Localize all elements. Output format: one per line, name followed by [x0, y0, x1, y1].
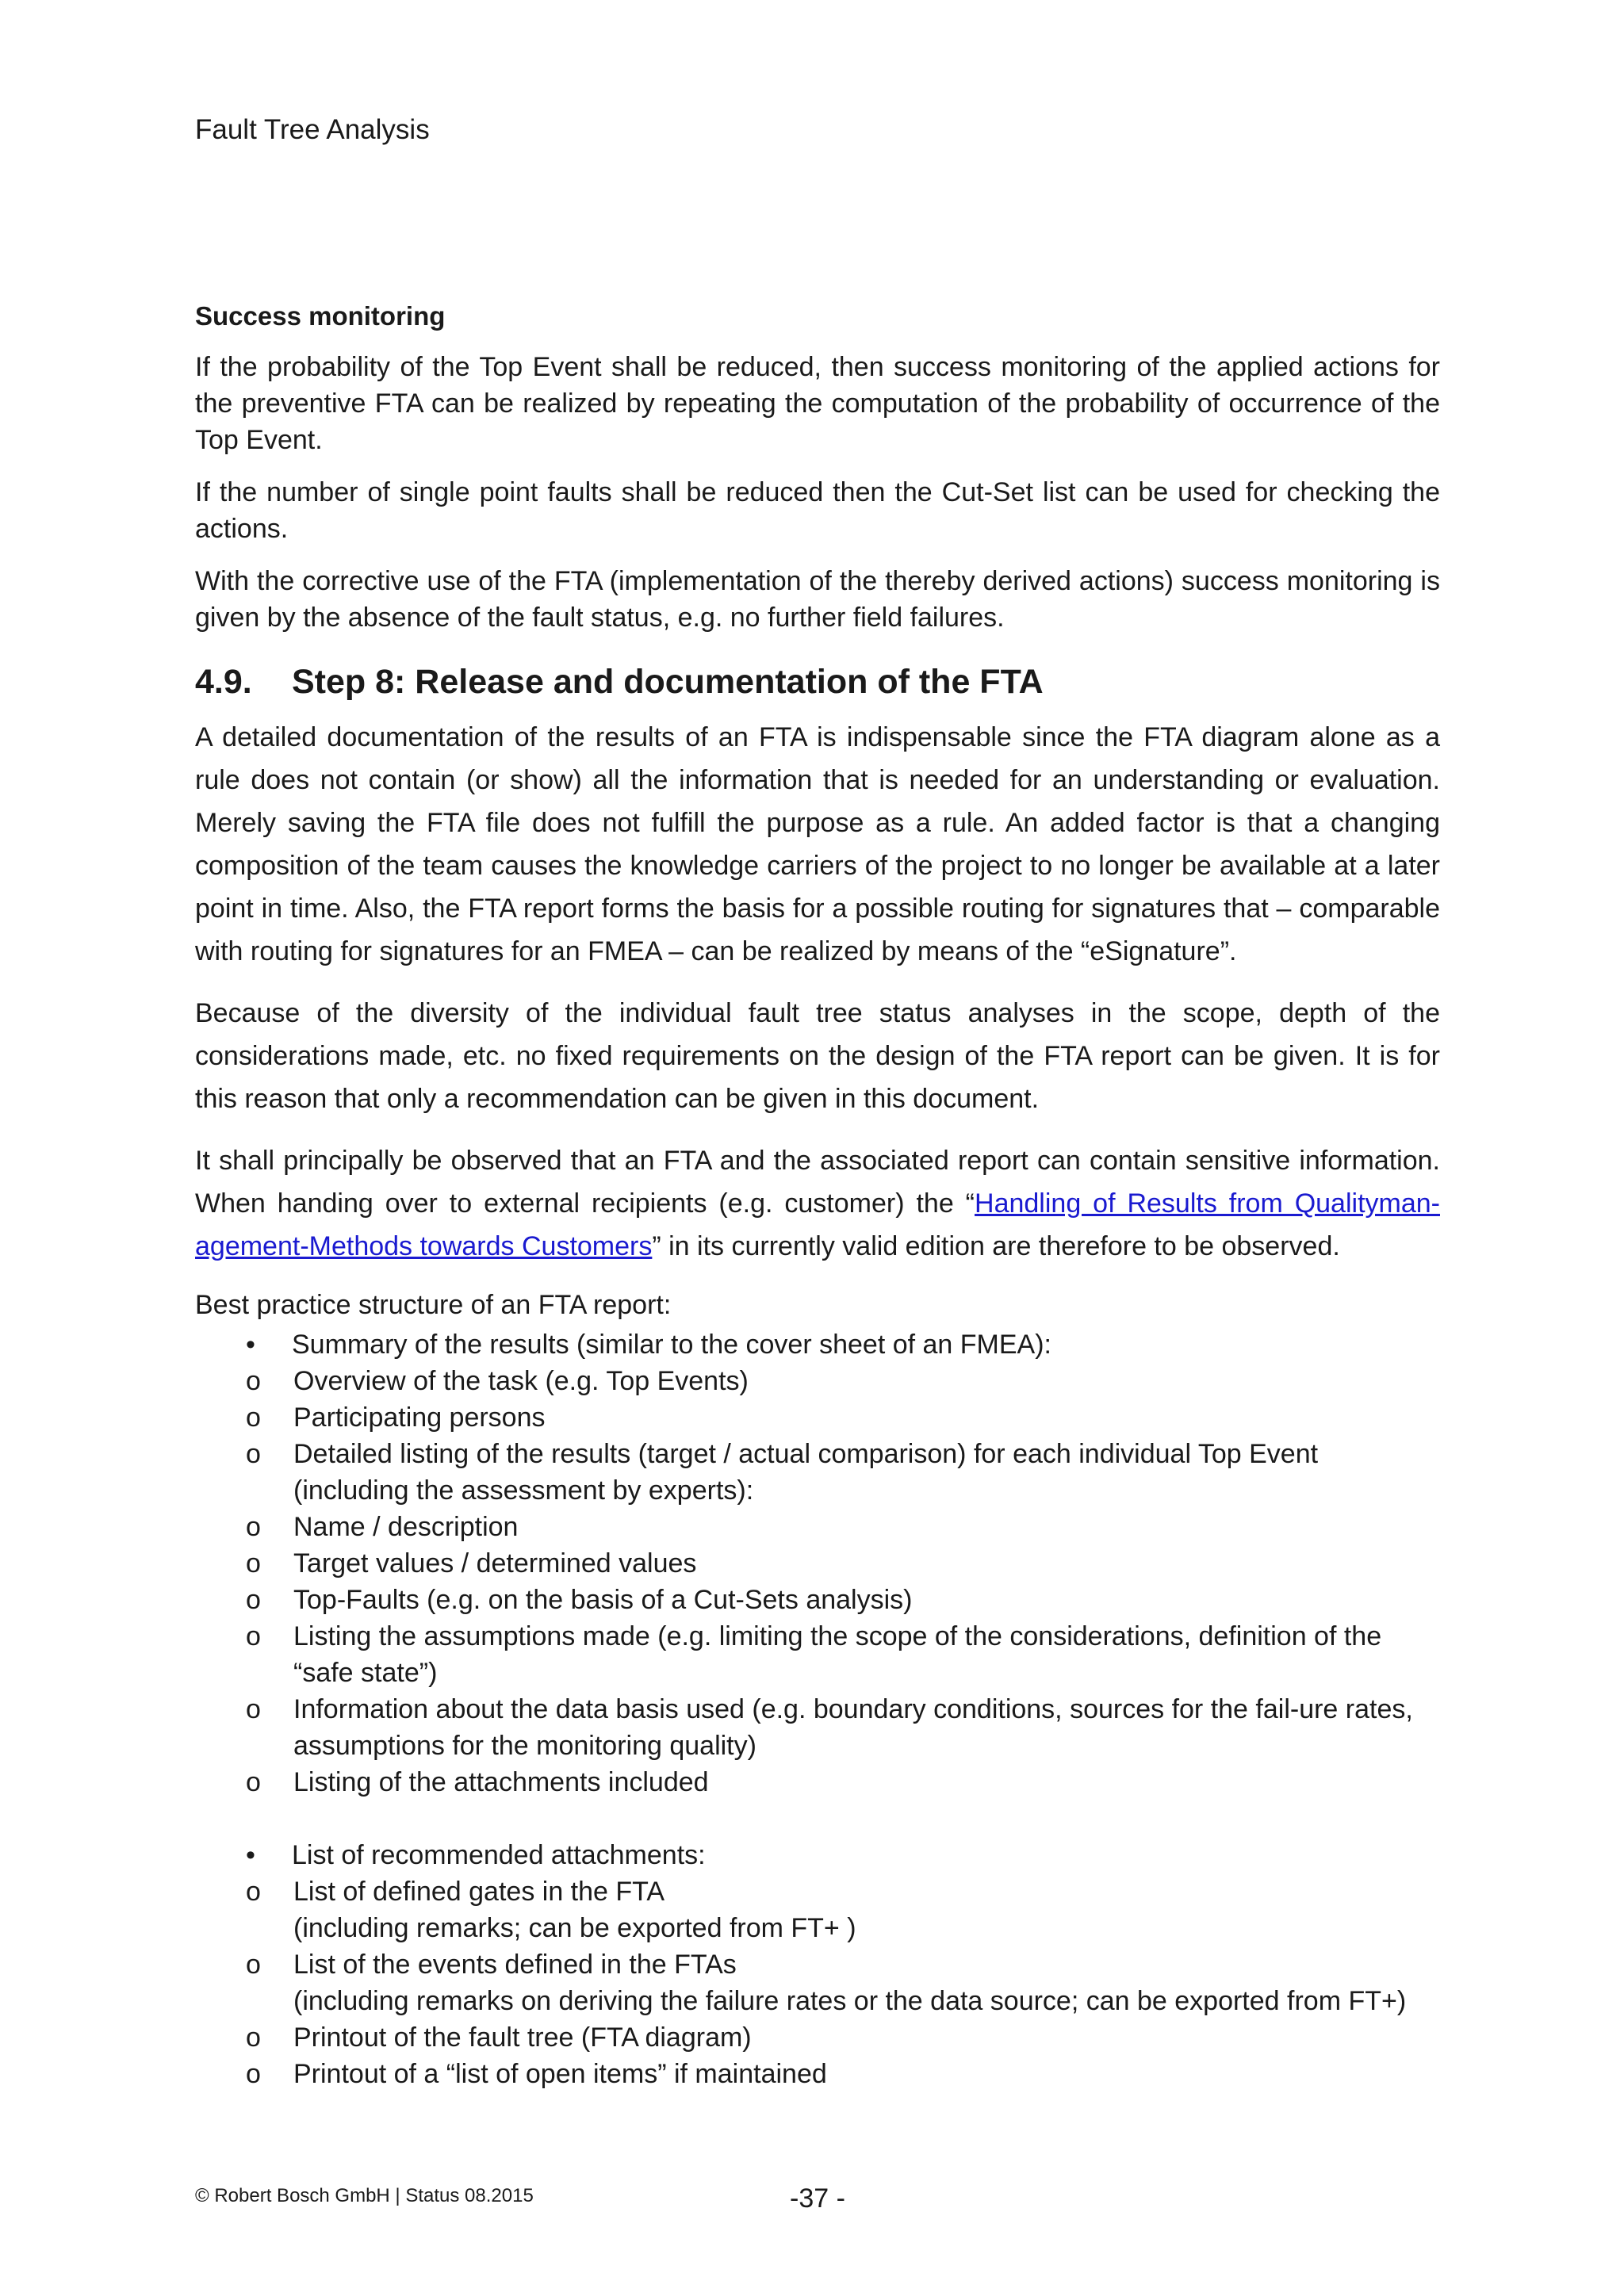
list-item-text: Summary of the results (similar to the cover sheet of an FMEA):: [292, 1330, 1051, 1360]
running-header: Fault Tree Analysis: [195, 114, 430, 145]
sub-list-item-text: Listing of the attachments included: [293, 1767, 709, 1797]
sub-list-item-text: Printout of a “list of open items” if maintained: [293, 2059, 827, 2089]
sub-list-item-text: List of the events defined in the FTAs (including remarks on deriving the failure rates or the data source; can be exported from FT+): [293, 1950, 1407, 2016]
page-number: -37 -: [790, 2183, 845, 2214]
circle-bullet-icon: o: [246, 1548, 261, 1578]
sub-list-item: [195, 1873, 1440, 1946]
paragraph: A detailed documentation of the results of an FTA is indispensable since the FTA diagram alone as a rule does not contain (or show) all the information that is needed for an understanding or evaluation. Merely saving the FTA file does not fulfill the purpose as a rule. An added factor is that a changing composition of the team causes the knowledge carriers of the project to no longer be available at a later point in time. Also, the FTA report forms the basis for a possible routing for signatures that – comparable with routing for signatures for an FMEA – can be realized by means of the “eSignature”.: [195, 722, 1440, 966]
circle-bullet-icon: o: [246, 1621, 261, 1651]
list-spacer: [195, 1800, 1440, 1837]
list-item: [195, 1326, 1440, 1800]
sub-list-item: [195, 1399, 1440, 1436]
list-item: [195, 1837, 1440, 2092]
sub-list-item: [195, 1363, 1440, 1399]
section-heading: [195, 663, 1440, 702]
sub-list-item-text: Participating persons: [293, 1402, 546, 1433]
sub-list-item-text: List of defined gates in the FTA (including remarks; can be exported from FT+ ): [293, 1877, 856, 1943]
sub-list-item: [195, 1545, 1440, 1582]
sub-list-item: [195, 1436, 1440, 1509]
bullet-icon: •: [246, 1840, 255, 1870]
sub-list-item-text: Information about the data basis used (e.g. boundary conditions, sources for the fail-ure rates, assumptions for the monitoring quality): [293, 1694, 1413, 1761]
report-structure-list: [195, 1326, 1440, 2092]
section-body: [195, 716, 1440, 1268]
success-monitoring-heading: Success monitoring: [195, 301, 446, 331]
sub-list-item: [195, 1691, 1440, 1764]
sub-list: [195, 1363, 1440, 1800]
circle-bullet-icon: o: [246, 1585, 261, 1615]
text-before-link: It shall principally be observed that an FTA and the associated report can contain sensitive information. When handing over to external recipients (e.g. customer) the “: [195, 1146, 1440, 1219]
circle-bullet-icon: o: [246, 1694, 261, 1724]
bullet-icon: •: [246, 1330, 255, 1360]
circle-bullet-icon: o: [246, 1950, 261, 1980]
circle-bullet-icon: o: [246, 1366, 261, 1396]
page-content: [195, 301, 1440, 2092]
paragraph: Because of the diversity of the individual fault tree status analyses in the scope, depth of the considerations made, etc. no fixed requirements on the design of the FTA report can be given. It is for this reason that only a recommendation can be given in this document.: [195, 998, 1440, 1114]
list-item-text: List of recommended attachments:: [292, 1840, 706, 1870]
structure-lead: Best practice structure of an FTA report:: [195, 1290, 672, 1320]
circle-bullet-icon: o: [246, 2059, 261, 2089]
sub-list-item: [195, 2019, 1440, 2056]
section-number: 4.9.: [195, 663, 252, 701]
sub-list-item-text: Listing the assumptions made (e.g. limiting the scope of the considerations, definition of the “safe state”): [293, 1621, 1382, 1688]
circle-bullet-icon: o: [246, 1767, 261, 1797]
paragraph: With the corrective use of the FTA (implementation of the thereby derived actions) success monitoring is given by the absence of the fault status, e.g. no further field failures.: [195, 566, 1440, 633]
paragraph: If the probability of the Top Event shall be reduced, then success monitoring of the applied actions for the preventive FTA can be realized by repeating the computation of the probability of occurrence of the Top Event.: [195, 352, 1440, 455]
sub-list-item: [195, 1764, 1440, 1800]
sub-list-item-text: Overview of the task (e.g. Top Events): [293, 1366, 749, 1396]
section-title: Step 8: Release and documentation of the FTA: [292, 663, 1044, 701]
paragraph: If the number of single point faults shall be reduced then the Cut-Set list can be used for checking the actions.: [195, 477, 1440, 544]
sub-list-item: [195, 1618, 1440, 1691]
sensitive-info-paragraph: [195, 1139, 1440, 1268]
sub-list-item: [195, 2056, 1440, 2092]
circle-bullet-icon: o: [246, 1439, 261, 1469]
sub-list-item-text: Target values / determined values: [293, 1548, 697, 1578]
circle-bullet-icon: o: [246, 2022, 261, 2053]
text-after-link: ” in its currently valid edition are therefore to be observed.: [652, 1231, 1340, 1261]
sub-list: [195, 1873, 1440, 2092]
sub-list-item-text: Printout of the fault tree (FTA diagram): [293, 2022, 752, 2053]
circle-bullet-icon: o: [246, 1877, 261, 1907]
sub-list-item-text: Name / description: [293, 1512, 519, 1542]
sub-list-item-text: Top-Faults (e.g. on the basis of a Cut-Sets analysis): [293, 1585, 913, 1615]
circle-bullet-icon: o: [246, 1512, 261, 1542]
sub-list-item: [195, 1946, 1440, 2019]
sub-list-item-text: Detailed listing of the results (target / actual comparison) for each individual Top Event (including the assessment by experts):: [293, 1439, 1319, 1506]
footer-copyright: © Robert Bosch GmbH | Status 08.2015: [195, 2185, 534, 2206]
handling-results-link[interactable]: Handling of Results from Qualityman-agement-Methods towards Customers: [195, 1188, 1440, 1261]
sub-list-item: [195, 1582, 1440, 1618]
sub-list-item: [195, 1509, 1440, 1545]
circle-bullet-icon: o: [246, 1402, 261, 1433]
